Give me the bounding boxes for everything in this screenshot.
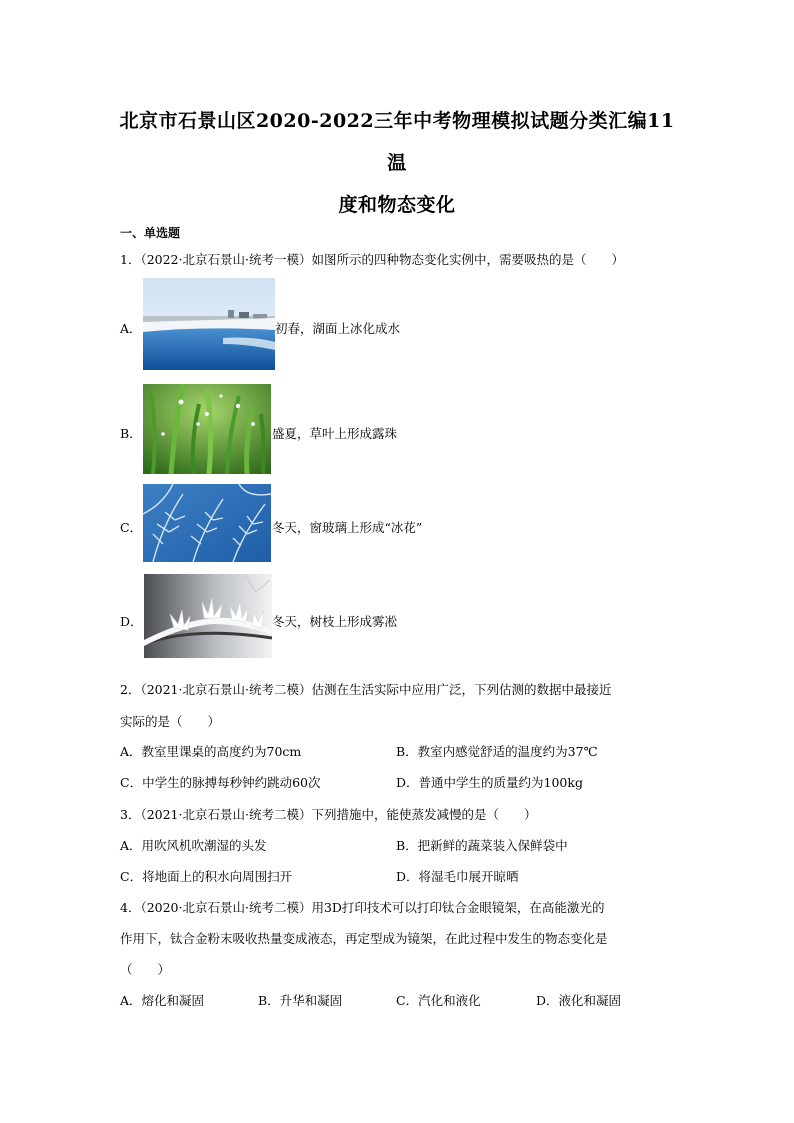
question-4-option-b: B．升华和凝固 <box>258 993 343 1008</box>
frozen-lake-photo <box>143 278 275 370</box>
grass-dew-photo <box>143 384 271 474</box>
option-letter: B． <box>120 426 142 441</box>
question-2-stem-line-2: 实际的是（ ） <box>120 714 221 729</box>
section-heading: 一、单选题 <box>120 226 181 240</box>
question-2-option-d: D．普通中学生的质量约为100kg <box>396 775 583 790</box>
question-4-stem-line-2: 作用下，钛合金粉末吸收热量变成液态，再定型成为镜架，在此过程中发生的物态变化是 <box>120 931 608 946</box>
question-1-stem: 1．（2022·北京石景山·统考一模）如图所示的四种物态变化实例中，需要吸热的是（ ） <box>120 252 624 267</box>
option-caption: 初春，湖面上冰化成水 <box>275 321 401 336</box>
question-2-option-a: A．教室里课桌的高度约为70cm <box>120 744 302 759</box>
option-letter: C． <box>120 520 143 535</box>
question-1-option-b <box>120 384 680 474</box>
question-4-option-d: D．液化和凝固 <box>536 993 622 1008</box>
question-3-option-c: C．将地面上的积水向周围扫开 <box>120 869 293 884</box>
option-caption: 盛夏，草叶上形成露珠 <box>272 426 398 441</box>
option-letter: D． <box>120 614 143 629</box>
question-3-option-b: B．把新鲜的蔬菜装入保鲜袋中 <box>396 838 568 853</box>
option-caption: 冬天，树枝上形成雾凇 <box>272 614 398 629</box>
question-4-option-c: C．汽化和液化 <box>396 993 481 1008</box>
question-1-option-a <box>120 278 680 370</box>
question-2-option-c: C．中学生的脉搏每秒钟约跳动60次 <box>120 775 321 790</box>
window-frost-photo <box>143 484 271 562</box>
question-4-stem-line-3: （ ） <box>120 962 171 977</box>
option-letter: A． <box>120 321 142 336</box>
question-4-stem-line-1: 4．（2020·北京石景山·统考二模）用3D打印技术可以打印钛合金眼镜架，在高能激光的 <box>120 900 605 915</box>
question-4-option-a: A．熔化和凝固 <box>120 993 205 1008</box>
question-3-option-d: D．将湿毛巾展开晾晒 <box>396 869 519 884</box>
question-1-option-c <box>120 484 680 562</box>
question-3-option-a: A．用吹风机吹潮湿的头发 <box>120 838 267 853</box>
question-3-stem: 3．（2021·北京石景山·统考二模）下列措施中，能使蒸发减慢的是（ ） <box>120 807 537 822</box>
document-title <box>110 100 684 226</box>
question-1-option-d <box>120 574 680 658</box>
question-2-stem-line-1: 2．（2021·北京石景山·统考二模）估测在生活实际中应用广泛，下列估测的数据中最接近 <box>120 682 612 697</box>
option-caption: 冬天，窗玻璃上形成“冰花” <box>272 520 423 535</box>
question-2-option-b: B．教室内感觉舒适的温度约为37℃ <box>396 744 598 759</box>
rime-branch-photo <box>144 574 272 658</box>
title-line-1: 北京市石景山区2020-2022三年中考物理模拟试题分类汇编11温 <box>119 110 675 174</box>
title-line-2: 度和物态变化 <box>338 194 456 216</box>
